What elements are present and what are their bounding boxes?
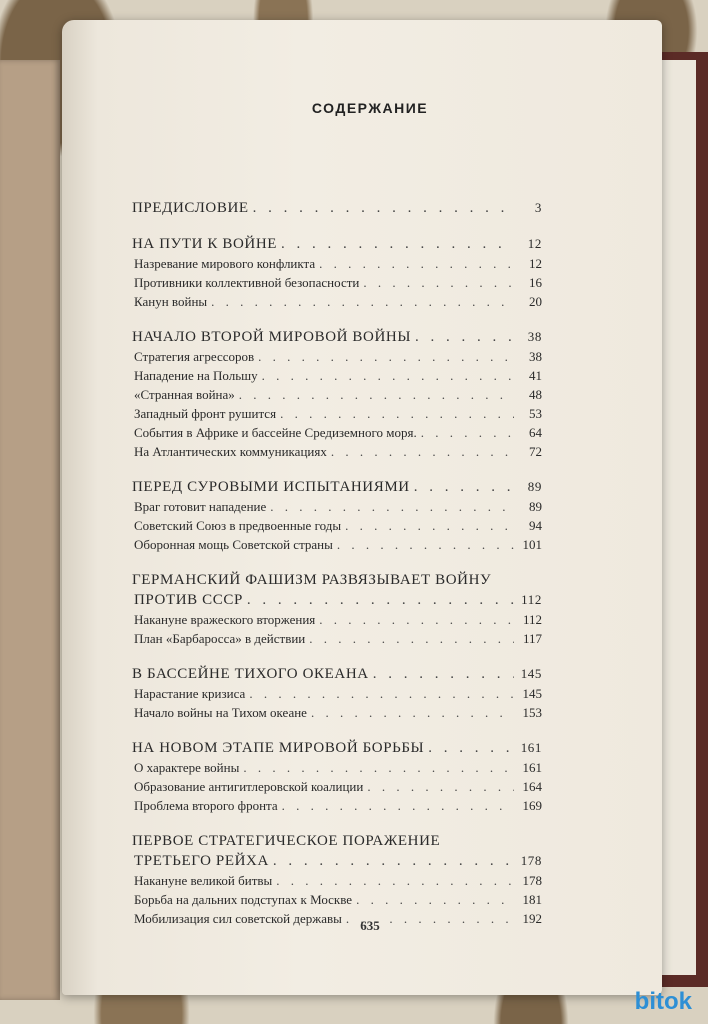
page-number: 635 (360, 918, 380, 933)
toc-page-number: 145 (522, 686, 542, 701)
book-page (62, 20, 662, 995)
toc-page-number: 94 (529, 518, 542, 533)
toc-leader-dots (356, 890, 514, 909)
toc-leader-dots (211, 292, 514, 311)
toc-leader-dots (421, 423, 514, 442)
toc-leader-dots (239, 385, 514, 404)
page-title: СОДЕРЖАНИЕ (311, 100, 429, 116)
toc-leader-dots (309, 629, 514, 648)
toc-page-number: 3 (534, 200, 542, 215)
toc-subsection (132, 871, 542, 890)
toc-label: Стратегия агрессоров (134, 349, 255, 364)
toc-subsection (132, 629, 542, 648)
toc-subsection (132, 684, 542, 703)
toc-page-number: 101 (522, 537, 542, 552)
toc-page-number: 12 (529, 256, 542, 271)
toc-subsection (132, 442, 542, 461)
toc-page-number: 38 (527, 329, 542, 344)
toc-page-number: 72 (529, 444, 542, 459)
toc-page-number: 153 (522, 705, 542, 720)
toc-page-number: 161 (522, 760, 542, 775)
toc-leader-dots (262, 366, 514, 385)
toc-leader-dots (414, 477, 514, 497)
toc-page-number: 161 (520, 740, 542, 755)
toc-label: ПЕРЕД СУРОВЫМИ ИСПЫТАНИЯМИ (132, 479, 410, 495)
toc-label: Начало войны на Тихом океане (134, 705, 307, 720)
toc-label: Канун войны (134, 294, 208, 309)
toc-subsection (132, 385, 542, 404)
table-of-contents (132, 198, 542, 928)
toc-label: Накануне великой битвы (134, 873, 273, 888)
toc-label: Враг готовит нападение (134, 499, 267, 514)
toc-leader-dots (319, 610, 514, 629)
toc-leader-dots (367, 777, 514, 796)
toc-subsection (132, 758, 542, 777)
toc-subsection (132, 777, 542, 796)
toc-section-label-cont: ПРОТИВ СССР (134, 592, 243, 608)
toc-leader-dots (247, 591, 514, 610)
toc-leader-dots (415, 327, 514, 347)
toc-subsection (132, 516, 542, 535)
toc-leader-dots (280, 404, 514, 423)
toc-subsection (132, 497, 542, 516)
toc-subsection (132, 254, 542, 273)
toc-page-number: 181 (522, 892, 542, 907)
toc-leader-dots (311, 703, 514, 722)
toc-section (132, 477, 542, 497)
toc-subsection (132, 610, 542, 629)
toc-label: Противники коллективной безопасности (134, 275, 360, 290)
toc-leader-dots (273, 852, 514, 871)
toc-page-number: 112 (522, 612, 542, 627)
toc-page-number: 192 (522, 911, 542, 926)
toc-page-number: 38 (529, 349, 542, 364)
toc-page-number: 89 (527, 479, 542, 494)
toc-section (132, 234, 542, 254)
toc-leader-dots (276, 871, 514, 890)
toc-label: Борьба на дальних подступах к Москве (134, 892, 353, 907)
toc-leader-dots (249, 684, 514, 703)
toc-page-number: 89 (529, 499, 542, 514)
toc-leader-dots (331, 442, 514, 461)
toc-subsection (132, 423, 542, 442)
toc-leader-dots (428, 738, 514, 758)
toc-page-number: 117 (522, 631, 542, 646)
toc-leader-dots (282, 796, 514, 815)
toc-subsection (132, 890, 542, 909)
toc-page-number: 16 (529, 275, 542, 290)
toc-label: Мобилизация сил советской державы (134, 911, 342, 926)
toc-label: Нападение на Польшу (134, 368, 258, 383)
toc-section (132, 327, 542, 347)
toc-page-number: 178 (520, 853, 542, 868)
book-cover-left (0, 60, 60, 1000)
toc-section-label: ПЕРВОЕ СТРАТЕГИЧЕСКОЕ ПОРАЖЕНИЕ (132, 833, 441, 849)
toc-label: НА ПУТИ К ВОЙНЕ (132, 236, 278, 252)
toc-page-number: 41 (529, 368, 542, 383)
toc-section-label: ГЕРМАНСКИЙ ФАШИЗМ РАЗВЯЗЫВАЕТ ВОЙНУ (132, 572, 492, 588)
toc-label: Советский Союз в предвоенные годы (134, 518, 342, 533)
toc-subsection (132, 347, 542, 366)
toc-leader-dots (319, 254, 514, 273)
toc-label: План «Барбаросса» в действии (134, 631, 306, 646)
toc-subsection (132, 292, 542, 311)
toc-page-number: 169 (522, 798, 542, 813)
toc-subsection (132, 703, 542, 722)
toc-section (132, 851, 542, 871)
toc-label: Западный фронт рушится (134, 406, 277, 421)
toc-subsection (132, 796, 542, 815)
toc-section (132, 198, 542, 218)
toc-label: «Странная война» (134, 387, 235, 402)
toc-label: Нарастание кризиса (134, 686, 246, 701)
toc-page-number: 12 (527, 236, 542, 251)
toc-leader-dots (243, 758, 514, 777)
toc-label: НА НОВОМ ЭТАПЕ МИРОВОЙ БОРЬБЫ (132, 740, 425, 756)
toc-section-label-cont: ТРЕТЬЕГО РЕЙХА (134, 853, 269, 869)
toc-label: События в Африке и бассейне Средиземного моря. (134, 425, 417, 440)
toc-label: Оборонная мощь Советской страны (134, 537, 333, 552)
watermark-logo: bitok (634, 988, 692, 1015)
toc-page-number: 64 (529, 425, 542, 440)
toc-leader-dots (345, 516, 514, 535)
toc-leader-dots (270, 497, 514, 516)
toc-label: НАЧАЛО ВТОРОЙ МИРОВОЙ ВОЙНЫ (132, 329, 412, 345)
toc-leader-dots (363, 273, 514, 292)
toc-label: О характере войны (134, 760, 240, 775)
toc-subsection (132, 273, 542, 292)
toc-leader-dots (373, 664, 514, 684)
toc-page-number: 164 (522, 779, 542, 794)
toc-page-number: 20 (529, 294, 542, 309)
toc-subsection (132, 404, 542, 423)
page-edge (656, 60, 696, 975)
toc-leader-dots (253, 198, 514, 218)
toc-label: В БАССЕЙНЕ ТИХОГО ОКЕАНА (132, 666, 369, 682)
toc-label: Проблема второго фронта (134, 798, 278, 813)
toc-page-number: 145 (520, 666, 542, 681)
toc-section (132, 664, 542, 684)
toc-label: ПРЕДИСЛОВИЕ (132, 200, 249, 216)
toc-page-number: 112 (521, 592, 542, 607)
toc-subsection (132, 535, 542, 554)
toc-leader-dots (337, 535, 514, 554)
toc-label: Образование антигитлеровской коалиции (134, 779, 364, 794)
toc-label: Назревание мирового конфликта (134, 256, 316, 271)
toc-leader-dots (281, 234, 514, 254)
toc-section (132, 738, 542, 758)
toc-label: На Атлантических коммуникациях (134, 444, 327, 459)
toc-page-number: 53 (529, 406, 542, 421)
toc-subsection (132, 366, 542, 385)
toc-page-number: 48 (529, 387, 542, 402)
toc-section (132, 590, 542, 610)
toc-leader-dots (258, 347, 514, 366)
toc-label: Накануне вражеского вторжения (134, 612, 316, 627)
toc-page-number: 178 (522, 873, 542, 888)
